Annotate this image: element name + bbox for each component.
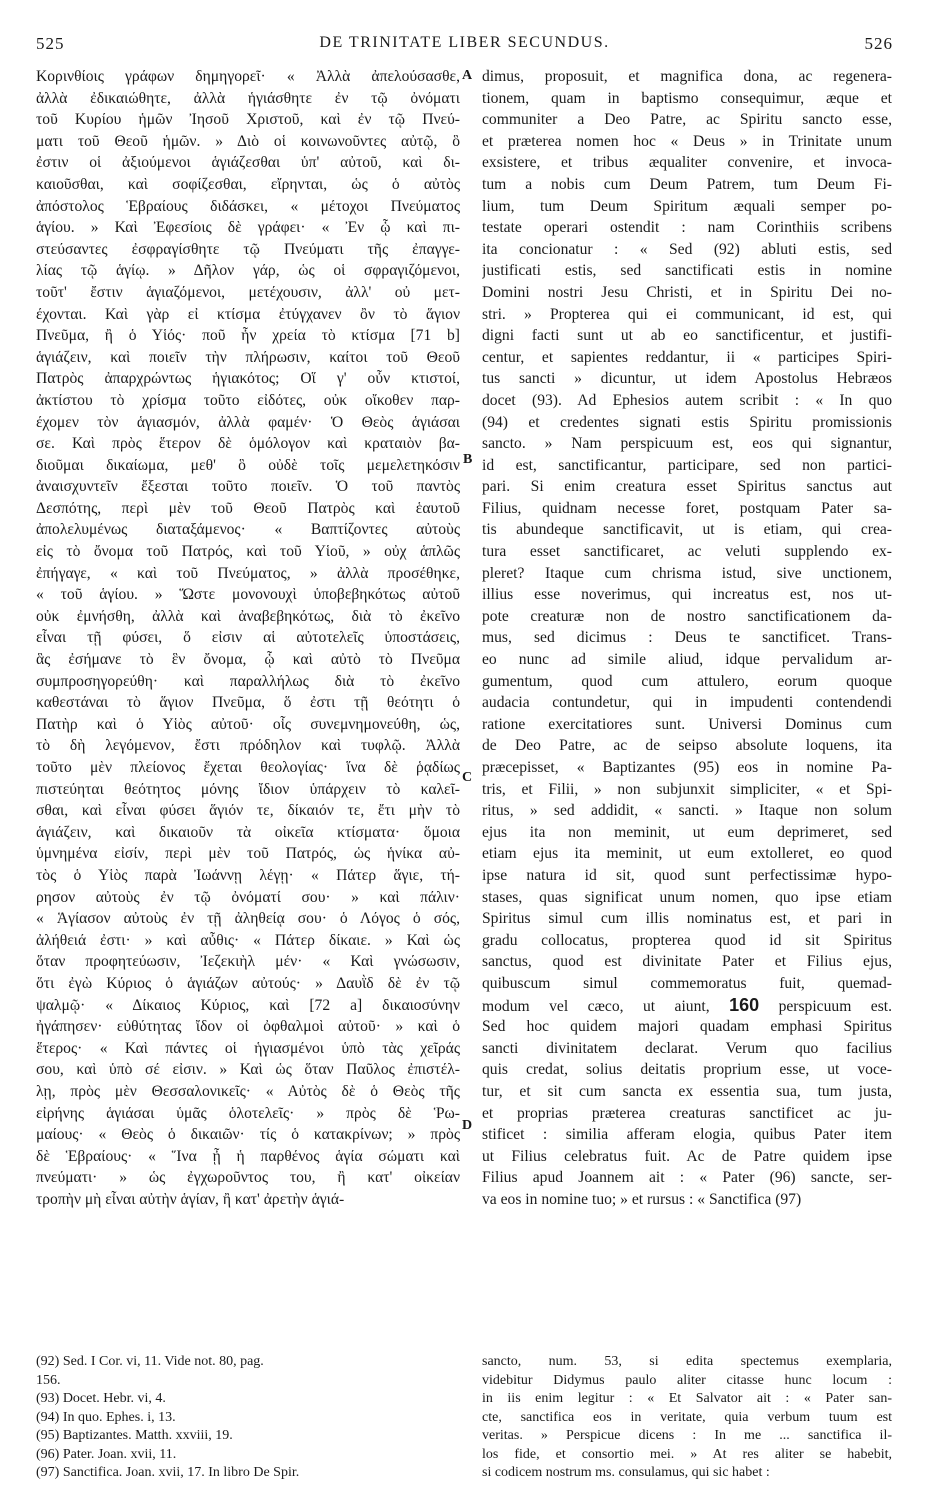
footnote-line: (97) Sanctifica. Joan. xvii, 17. In libro De Spir. [36,1465,300,1480]
greek-text-line: τροπὴν μὴ εἶναι αὐτὴν ἁγίαν, ἢ κατ' ἀρετὴν ἁγιά- [36,1190,345,1208]
latin-text-line: va eos in nomine tuo; » et rursus : « Sanctifica (97) [482,1190,802,1208]
latin-text-line: modum vel cæco, ut aiunt, 160 perspicuum est. [482,994,892,1015]
footnotes-right [482,1353,892,1483]
footnote-continuation-line: cte, sanctifica eos in veritate, quia verbum tuum est [482,1409,892,1425]
greek-text-line: εἰρήνης ἁγιάσαι ὑμᾶς ὁλοτελεῖς· » πρὸς δὲ Ῥω- [36,1104,460,1122]
latin-text-line: etiam ejus ita meminit, ut eum extolleret, eo quod [482,845,892,863]
greek-text-line: καθεστάναι τὸ ἅγιον Πνεῦμα, ὅ ἐστι τῇ θεότητι ὁ [36,694,460,712]
greek-text-line: τὸς ὁ Υἱὸς παρὰ Ἰωάννῃ λέγῃ· « Πάτερ ἅγιε, τή- [36,866,460,884]
margin-marker-b: B [463,452,473,467]
footnote-continuation-line: los fide, et consortio mei. » At res aliter se habebit, [482,1446,892,1462]
greek-text-line: εἶναι τῇ φύσει, ὅ εἰσιν αἱ αὐτοτελεῖς ὑποστάσεις, [36,629,460,647]
greek-text-line: ἀναισχυντεῖν ἔξεσται τοῦτο ποιεῖν. Ὁ τοῦ παντὸς [36,478,460,496]
greek-text-line: σου, καὶ ὑπὸ σέ εἰσιν. » Καὶ ὡς ὅταν Παῦλος ἐπιστέλ- [36,1061,460,1079]
greek-text-line: διοῦμαι δικαίωμα, μεθ' ὃ οὐδὲ τοῖς μεμελετηκόσιν [36,456,460,474]
latin-text-line: testate operari ostendit : nam Corinthiis scribens [482,219,892,237]
left-page-number: 525 [36,34,65,53]
latin-text-line: tur, et sit cum sancta ex essentia sua, tum justa, [482,1082,892,1100]
greek-text-line: ὅταν προφητεύωσιν, Ἰεζεκιὴλ μέν· « Καὶ γνώσωσιν, [36,953,460,971]
margin-marker-d: D [462,1118,473,1133]
latin-text-line: ejus ita non meminit, ut eum deprimeret, sed [482,823,892,841]
latin-text-line: et proprias præterea creaturas sanctificet ac ju- [482,1104,892,1122]
right-page-number: 526 [864,34,893,53]
greek-text-line: στεύσαντες ἐσφραγίσθητε τῷ Πνεύματι τῆς ἐπαγγε- [36,240,460,258]
greek-text-line: καιοῦσθαι, καὶ σοφίζεσθαι, εἴρηνται, ὡς ὁ αὐτὸς [36,175,460,193]
latin-text-line: centur, et sapientes reddantur, ii « participes Spiri- [482,348,892,366]
margin-marker-c: C [462,770,473,785]
greek-text-line: ἀπολελυμένως διαταξάμενος· « Βαπτίζοντες αὐτοὺς [36,521,460,539]
latin-text-line: stri. » Propterea qui ei communicant, id est, qui [482,305,892,323]
running-header [36,34,893,54]
greek-text-line: Πνεῦμα, ἢ ὁ Υἱός· ποῦ ἦν χρεία τὸ κτίσμα [71 b] [36,327,460,345]
latin-text-line: id est, sanctificantur, participare, sed non partici- [482,456,892,474]
greek-text-line: έχονται. Καὶ γὰρ εἰ κτίσμα ἐτύγχανεν ὂν τὸ ἅγιον [36,305,460,323]
latin-text-line: pari. Si enim creatura esset Spiritus sanctus aut [482,478,892,496]
latin-text-line: Filius, quidnam necesse foret, postquam Pater sa- [482,499,892,517]
greek-text-line: ματι τοῦ Θεοῦ ἡμῶν. » Διὸ οἱ κοινωνοῦντες αὐτῷ, ὃ [36,132,460,150]
latin-text-line: sancti divinitatem declarat. Verum quo facilius [482,1039,892,1057]
latin-text-line: sanctus, quod est divinitate Pater et Filius ejus, [482,953,892,971]
latin-text-line: de Deo Patre, ac de seipso absolute loquens, ita [482,737,892,755]
column-number-stamp: 160 [729,994,760,1015]
greek-text-line: μαίους· « Θεὸς ὁ δικαιῶν· τίς ὁ κατακρίνων; » πρὸς [36,1126,460,1144]
latin-text-line: lium, tum Deum Spiritum æquali semper po- [482,197,892,215]
latin-text-line: tum a nobis cum Deum Patrem, tum Deum Fi- [482,175,892,193]
footnote-continuation-line: si codicem nostrum ms. consulamus, qui sic habet : [482,1465,770,1480]
greek-text-line: Κορινθίοις γράφων δημηγορεῖ· « Ἀλλὰ ἀπελούσασθε, [36,68,460,85]
latin-text-line: quis credat, solius deitatis proprium esse, ut voce- [482,1061,892,1079]
greek-text-line: ἀλήθειά ἐστι· » καὶ αὖθις· « Πάτερ δίκαιε. » Καὶ ὡς [36,931,460,949]
latin-text-line: ut Filius celebratus fuit. Ac de Patre quidem ipse [482,1147,892,1165]
latin-text-line: sancto. » Nam perspicuum est, eos qui signantur, [482,435,892,453]
greek-text-line: ἀκτίστου τὸ χρίσμα τοῦτο εἰδότες, οὐκ οἴκοθεν παρ- [36,391,460,409]
footnote-line: (92) Sed. I Cor. vi, 11. Vide not. 80, pag. [36,1354,264,1369]
latin-text-line: Domini nostri Jesu Christi, et in Spiritu Dei no- [482,283,892,301]
latin-line-tail: perspicuum est. [759,997,892,1015]
latin-text-line: tura esset sanctificaret, ac veluti supplendo ex- [482,543,892,561]
latin-text-line: ita concionatur : « Sed (92) abluti estis, sed [482,240,892,258]
latin-text-line: communiter a Deo Patre, ac Spiritu sancto esse, [482,111,892,129]
greek-text-line: Πατὴρ καὶ ὁ Υἱὸς αὐτοῦ· οἷς συνεμνημονεύθη, ὡς, [36,715,460,733]
latin-text-line: gumentum, quod cum attulero, eorum quoque [482,672,892,690]
footnote-continuation-line: veritas. » Perspicue dicens : In me ... sanctifica il- [482,1428,892,1443]
latin-text-line: tionem, quam in baptismo consequimur, æque et [482,89,892,107]
greek-text-line: λίας τῷ ἁγίῳ. » Δῆλον γάρ, ὡς οἱ σφραγιζόμενοι, [36,262,460,280]
latin-text-line: tris, et Filii, » non subjunxit simpliciter, « et Spi- [482,780,892,798]
latin-text-line: Filius apud Joannem ait : « Pater (96) sancte, ser- [482,1169,892,1187]
footnote-line: (96) Pater. Joan. xvii, 11. [36,1446,177,1462]
greek-text-line: ἕτερος· « Καὶ πάντες οἱ ἡγιασμένοι ὑπὸ τὰς χεῖράς [36,1039,460,1057]
footnotes-left [36,1353,460,1483]
greek-text-line: ἀπόστολος Ἑβραίους διδάσκει, « μέτοχοι Πνεύματος [36,197,460,215]
greek-text-line: συμπροσηγορεύθη· καὶ παραλλήλως διὰ τὸ ἐκεῖνο [36,672,460,690]
latin-text-line: dimus, proposuit, et magnifica dona, ac regenera- [482,68,892,85]
greek-text-line: « Ἁγίασον αὐτοὺς ἐν τῇ ἀληθείᾳ σου· ὁ Λόγος ὁ σός, [36,910,460,928]
greek-text-line: Δεσπότης, περὶ μὲν τοῦ Θεοῦ Πατρὸς καὶ ἑαυτοῦ [36,499,460,517]
greek-text-line: οὐκ ἐμνήσθη, ἀλλὰ καὶ ἀναβεβηκότως, διὰ τὸ ἐκεῖνο [36,607,460,625]
latin-text-line: Sed hoc quidem majori quadam emphasi Spiritus [482,1018,892,1036]
latin-text-line: ipse natura id sit, quod sunt perfectissimæ hypo- [482,866,892,884]
latin-text-line: stases, quas significat unum nomen, quo ipse etiam [482,888,892,906]
latin-text-line: pleret? Itaque cum chrisma istud, sive unctionem, [482,564,892,582]
latin-text-line: exsistere, et tribus æqualiter convenire, et invoca- [482,154,892,172]
latin-text-line: (94) et credentes signati estis Spiritu promissionis [482,413,892,431]
latin-text-line: justificati estis, sed sanctificati estis in nomine [482,262,892,280]
latin-text-line: pote creaturæ non de nostro sanctificationem da- [482,607,892,625]
greek-text-line: σε. Καὶ πρὸς ἕτερον δὲ ὁμόλογον καὶ κραταιὸν βα- [36,435,460,453]
greek-text-line: ἀλλὰ ἐδικαιώθητε, ἀλλὰ ἡγιάσθητε ἐν τῷ ὀνόματι [36,89,460,107]
greek-text-line: ρησον αὐτοὺς ἐν τῷ ὀνόματί σου· » καὶ πάλιν· [36,888,460,906]
greek-column [36,66,460,1210]
greek-text-line: τὸ δὴ λεγόμενον, ἔστι πρόδηλον καὶ τυφλῷ. Ἀλλὰ [36,737,460,755]
footnote-line: (93) Docet. Hebr. vi, 4. [36,1391,166,1406]
greek-text-line: λῃ, πρὸς μὲν Θεσσαλονικεῖς· « Αὐτὸς δὲ ὁ Θεὸς τῆς [36,1082,460,1100]
greek-text-line: δὲ Ἑβραίους· « Ἵνα ᾖ ἡ παρθένος ἁγία σώματι καὶ [36,1147,460,1165]
greek-text-line: ἃς ἐσήμανε τὸ ἓν ὄνομα, ᾧ καὶ αὐτὸ τὸ Πνεῦμα [36,651,460,669]
greek-text-line: ἠγάπησεν· εὐθύτητας ἴδον οἱ ὀφθαλμοὶ αὐτοῦ· » καὶ ὁ [36,1018,460,1036]
latin-column [482,66,892,1210]
latin-text-line: ritus, » sed addidit, « sancti. » Itaque non solum [482,802,892,820]
greek-text-line: τοῦ Κυρίου ἡμῶν Ἰησοῦ Χριστοῦ, καὶ ἐν τῷ Πνεύ- [36,111,460,129]
latin-text-line: ratione exercitatiores sunt. Universi Dominus cum [482,715,892,733]
greek-text-line: σθαι, καὶ εἶναι φύσει ἅγιόν τε, δίκαιόν τε, ἔτι μὴν τὸ [36,802,460,820]
greek-text-line: ἁγιάζειν, καὶ δικαιοῦν τὰ οἰκεῖα κτίσματα· ὅμοια [36,823,460,841]
greek-text-line: ἐπήγαγε, « καὶ τοῦ Πνεύματος, » ἀλλὰ προσέθηκε, [36,564,460,582]
footnote-continuation-line: videbitur Didymus paulo aliter citasse hunc locum : [482,1372,892,1388]
running-title: DE TRINITATE LIBER SECUNDUS. [319,34,610,51]
footnote-line: (94) In quo. Ephes. i, 13. [36,1409,176,1425]
latin-text-line: stificet : similia afferam elogia, quibus Pater item [482,1126,892,1144]
greek-text-line: πιστεύηται θεότητος μόνης ἴδιον ὑπάρχειν τὸ καλεῖ- [36,780,460,798]
greek-text-line: Πατρὸς ἀπαρχρώντως ἡγιακότος; Οἵ γ' οὖν κτιστοί, [36,370,460,388]
margin-marker-a: A [462,68,473,83]
latin-text-line: præcepisset, « Baptizantes (95) eos in nomine Pa- [482,759,892,776]
latin-text-line: eo nunc ad simile aliud, idque pervalidum ar- [482,651,892,669]
latin-text-line: quibuscum simul commemoratus fuit, quemad- [482,974,892,992]
latin-text-line: tis abundeque sanctificavit, ut is etiam, qui crea- [482,521,892,539]
greek-text-line: ἐστιν οἱ ἀξιούμενοι ἁγιάζεσθαι ὑπ' αὐτοῦ, καὶ δι- [36,154,460,172]
greek-text-line: ὅτι ἐγὼ Κύριος ὁ ἁγιάζων αὐτούς· » Δαυῒδ δὲ ἐν τῷ [36,974,460,992]
greek-text-line: ἁγίου. » Καὶ Ἐφεσίοις δὲ γράφει· « Ἐν ᾧ καὶ πι- [36,219,460,237]
greek-text-line: τοῦτ' ἔστιν ἁγιαζόμενοι, μετέχουσιν, ἀλλ' οὐ μετ- [36,283,460,301]
greek-text-line: τοῦτο μὲν πλείονος ἔχεται θεολογίας· ἵνα δὲ ῥᾳδίως [36,759,460,776]
footnote-line: (95) Baptizantes. Matth. xxviii, 19. [36,1428,233,1443]
latin-text-line: mus, sed dicimus : Deus te sanctificet. Trans- [482,629,892,647]
latin-text-line: docet (93). Ad Ephesios autem scribit : « In quo [482,391,892,409]
footnote-continuation-line: in iis enim legitur : « Et Salvator ait : « Pater san- [482,1391,892,1406]
greek-text-line: ἁγιάζειν, καὶ ποιεῖν τὴν πλήρωσιν, καίτοι τοῦ Θεοῦ [36,348,460,366]
greek-text-line: πνεύματι· » ὡς ἐγχωροῦντος του, ἢ κατ' οἰκείαν [36,1169,460,1187]
latin-text-line: gradu collocatus, propterea quod id sit Spiritus [482,931,892,949]
footnote-continuation-line: sancto, num. 53, si edita spectemus exemplaria, [482,1354,892,1369]
latin-text-line: audacia contundetur, qui in impudenti contendendi [482,694,892,712]
greek-text-line: εἰς τὸ ὄνομα τοῦ Πατρός, καὶ τοῦ Υἱοῦ, » οὐχ ἁπλῶς [36,543,460,561]
latin-text-line: tus sancti » dicuntur, ut idem Apostolus Hebræos [482,370,892,388]
latin-text-line: Spiritus simul cum illis nominatus est, et pari in [482,910,892,928]
latin-text-line: digni facti sunt ut ab eo sanctificentur, et justifi- [482,327,892,345]
greek-text-line: « τοῦ ἁγίου. » Ὥστε μονονουχὶ ὑποβεβηκότως αὐτοῦ [36,586,460,604]
greek-text-line: έχομεν τὸν ἁγιασμόν, ἀλλὰ φαμέν· Ὁ Θεὸς ἁγιάσαι [36,413,460,431]
footnote-line: 156. [36,1372,61,1388]
greek-text-line: ψαλμῷ· « Δίκαιος Κύριος, καὶ [72 a] δικαιοσύνην [36,996,460,1014]
latin-text-line: et præterea nomen hoc « Deus » in Trinitate unum [482,132,892,150]
latin-text-line: illius esse noverimus, qui increatus est, nos ut- [482,586,892,604]
greek-text-line: ὑμνημένα εἰσίν, περὶ μὲν τοῦ Πατρός, ὡς ἡνίκα αὐ- [36,845,460,863]
